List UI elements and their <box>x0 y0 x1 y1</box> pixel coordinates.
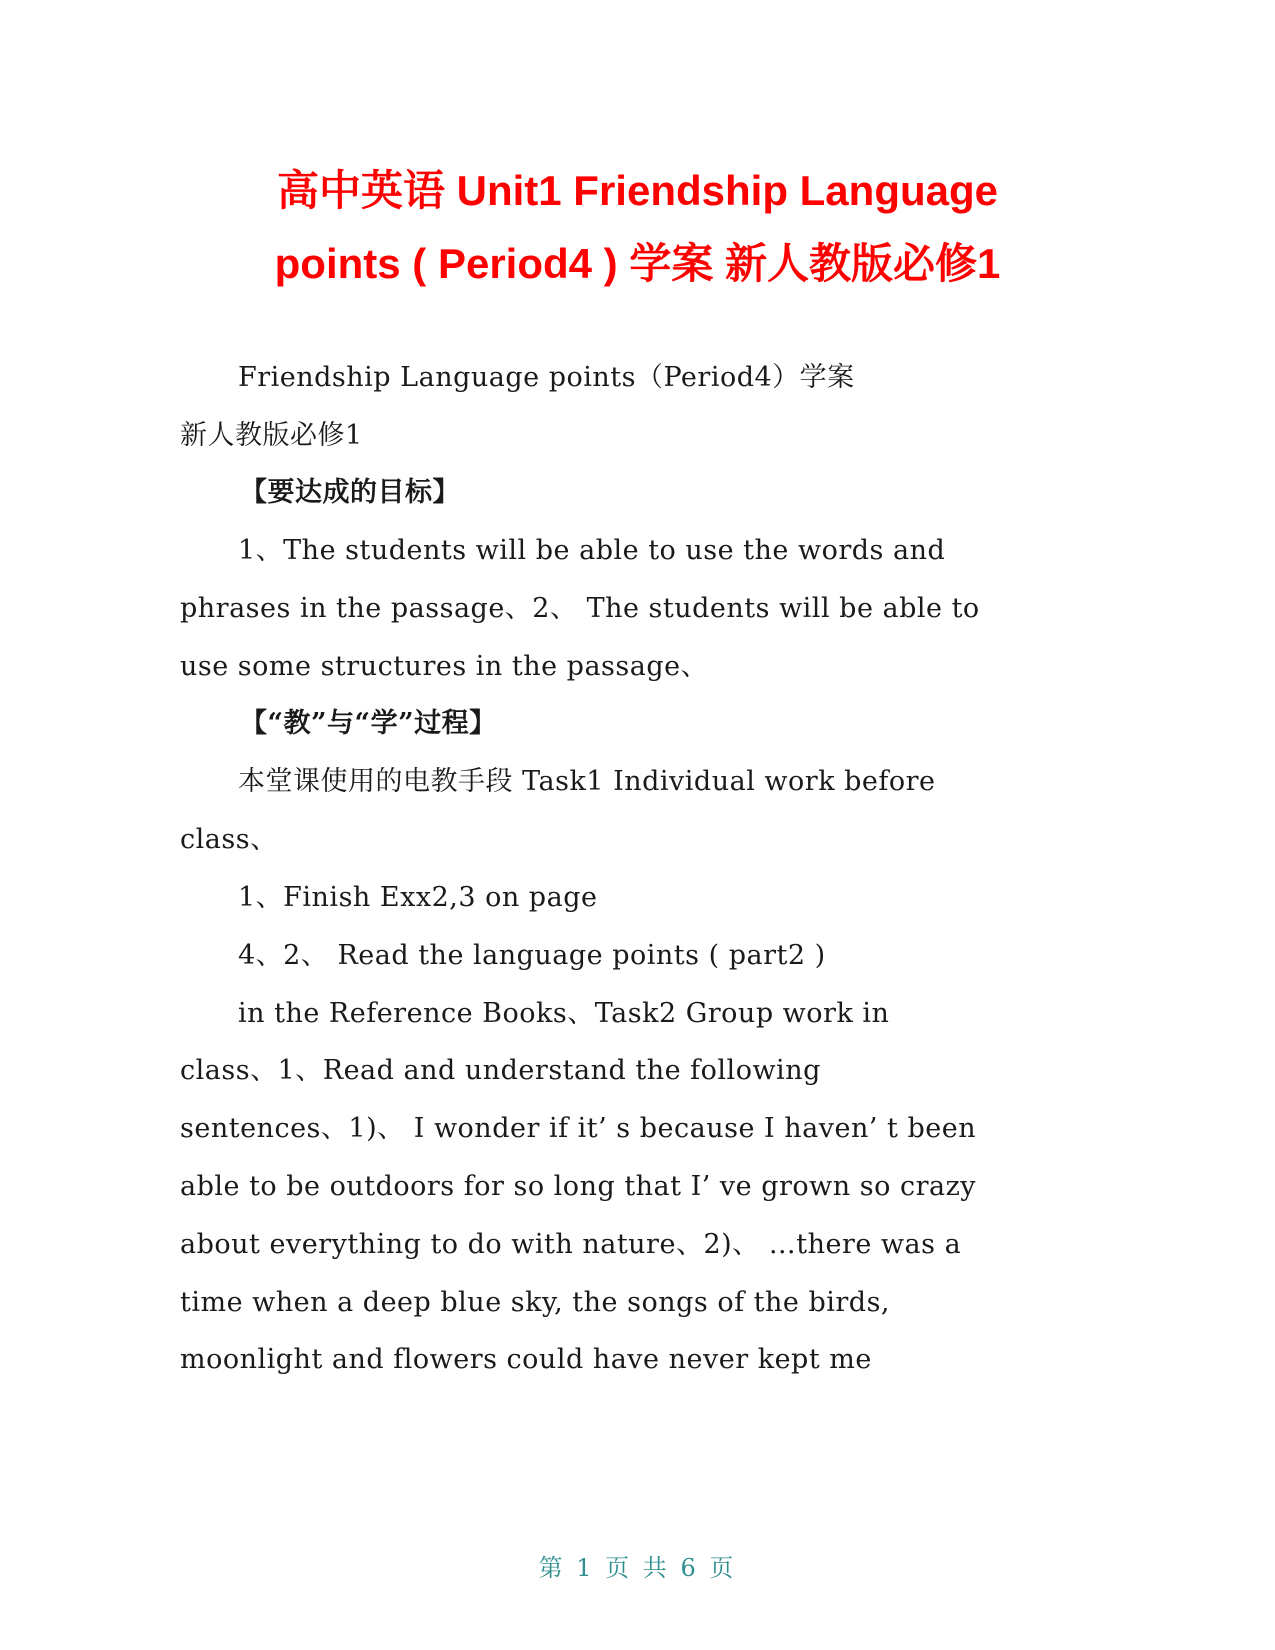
body-line: 1、The students will be able to use the words and <box>238 535 946 566</box>
body-line: about everything to do with nature、2)、 …there was a <box>180 1229 962 1260</box>
document-title-line-1: 高中英语 Unit1 Friendship Language <box>276 167 999 214</box>
body-line: class、 <box>180 824 278 855</box>
body-line: phrases in the passage、2、 The students will be able to <box>180 593 980 624</box>
body-line: use some structures in the passage、 <box>180 651 709 682</box>
body-line: moonlight and flowers could have never kept me <box>180 1344 872 1375</box>
body-line: 新人教版必修1 <box>180 420 363 451</box>
body-line: 1、Finish Exx2,3 on page <box>238 882 598 913</box>
body-line: time when a deep blue sky, the songs of the birds, <box>180 1287 891 1318</box>
section-heading-process: 【“教”与“学”过程】 <box>240 708 497 739</box>
body-line: 本堂课使用的电教手段 Task1 Individual work before <box>238 766 936 797</box>
body-line: class、1、Read and understand the following <box>180 1055 821 1086</box>
section-heading-goals: 【要达成的目标】 <box>240 477 460 508</box>
body-line: 4、2、 Read the language points ( part2 ) <box>238 940 826 971</box>
document-title-line-2: points ( Period4 ) 学案 新人教版必修1 <box>274 240 1001 287</box>
body-line: in the Reference Books、Task2 Group work in <box>238 998 890 1029</box>
page-number-footer: 第 1 页 共 6 页 <box>538 1554 737 1582</box>
body-line: able to be outdoors for so long that I’ ve grown so crazy <box>180 1171 977 1202</box>
body-line: Friendship Language points（Period4）学案 <box>238 362 855 393</box>
body-line: sentences、1)、 I wonder if it’ s because I haven’ t been <box>180 1113 977 1144</box>
